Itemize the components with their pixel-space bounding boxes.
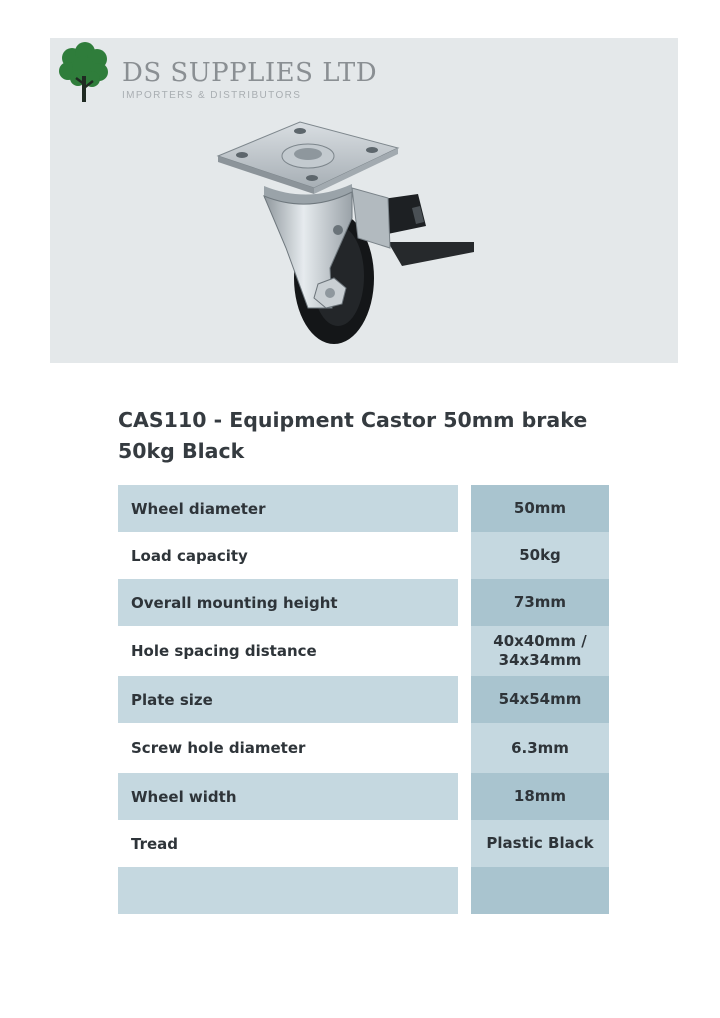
- spec-label: Wheel diameter: [118, 485, 458, 532]
- spec-label: Tread: [118, 820, 458, 867]
- spec-row: [118, 723, 609, 773]
- spec-label: Load capacity: [118, 532, 458, 579]
- spec-label: Overall mounting height: [118, 579, 458, 626]
- company-tagline: IMPORTERS & DISTRIBUTORS: [122, 90, 302, 101]
- spec-value: 50kg: [471, 532, 609, 579]
- spec-row: [118, 676, 609, 723]
- product-title-line-1: CAS110 - Equipment Castor 50mm brake: [118, 408, 588, 432]
- tree-logo-icon: [56, 42, 112, 104]
- spec-label: [118, 867, 458, 914]
- spec-value: 18mm: [471, 773, 609, 820]
- company-logo: [56, 42, 396, 104]
- spec-value: 6.3mm: [471, 723, 609, 773]
- product-title-line-2: 50kg Black: [118, 439, 245, 463]
- spec-row: [118, 579, 609, 626]
- spec-value: Plastic Black: [471, 820, 609, 867]
- spec-value: 50mm: [471, 485, 609, 532]
- spec-value: 73mm: [471, 579, 609, 626]
- castor-wheel-image: [212, 118, 482, 348]
- spec-row: [118, 485, 609, 532]
- spec-row: [118, 820, 609, 867]
- spec-value: 54x54mm: [471, 676, 609, 723]
- company-name: DS SUPPLIES LTD: [122, 58, 378, 88]
- spec-value: 40x40mm / 34x34mm: [471, 626, 609, 676]
- spec-label: Hole spacing distance: [118, 626, 458, 676]
- product-title: [118, 405, 618, 467]
- spec-label: Plate size: [118, 676, 458, 723]
- spec-label: Screw hole diameter: [118, 723, 458, 773]
- spec-row: [118, 867, 609, 914]
- spec-row: [118, 532, 609, 579]
- spec-value: [471, 867, 609, 914]
- spec-row: [118, 626, 609, 676]
- spec-table: [118, 485, 609, 914]
- spec-label: Wheel width: [118, 773, 458, 820]
- spec-row: [118, 773, 609, 820]
